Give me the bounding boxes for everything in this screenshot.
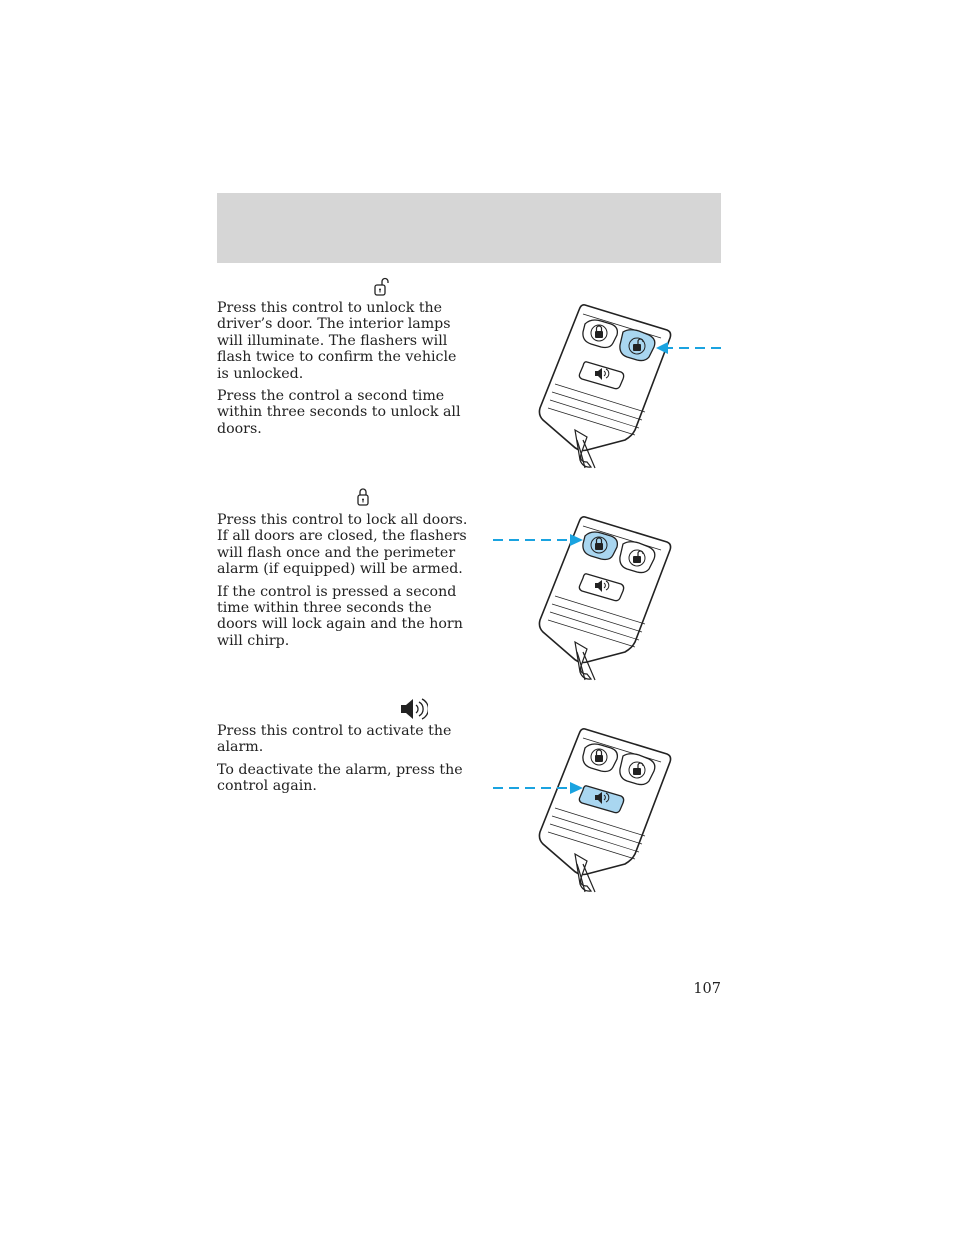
header-band (217, 193, 721, 263)
key-fob-unlock (535, 302, 675, 470)
unlock-paragraph-1: Press this control to unlock the driver’s door. The interior lamps will illuminate. The flashers will flash twice to confirm the vehicle is unlocked. (217, 300, 457, 382)
unlock-icon (372, 277, 390, 297)
lock-paragraph-1: Press this control to lock all doors. If all doors are closed, the flashers will flash once and the perimeter alarm (if equipped) will be armed. (217, 512, 468, 578)
arrow-to-lock-button (492, 531, 584, 549)
lock-paragraph-2: If the control is pressed a second time within three seconds the doors will lock again and the horn will chirp. (217, 583, 463, 649)
panic-paragraph-2: To deactivate the alarm, press the control again. (217, 761, 463, 795)
fob-lock-button (583, 532, 618, 560)
key-fob-panic (535, 726, 675, 894)
unlock-section (217, 300, 472, 443)
unlock-paragraph-2: Press the control a second time within three seconds to unlock all doors. (217, 388, 461, 437)
fob-lock-button (583, 320, 618, 348)
lock-icon (356, 487, 370, 507)
speaker-icon (400, 697, 428, 721)
arrow-to-panic-button (492, 779, 584, 797)
lock-section (217, 512, 472, 655)
panic-section (217, 723, 472, 801)
arrow-to-unlock-button (655, 339, 723, 357)
fob-lock-button (583, 744, 618, 772)
panic-paragraph-1: Press this control to activate the alarm. (217, 723, 452, 756)
page-number: 107 (693, 981, 721, 997)
